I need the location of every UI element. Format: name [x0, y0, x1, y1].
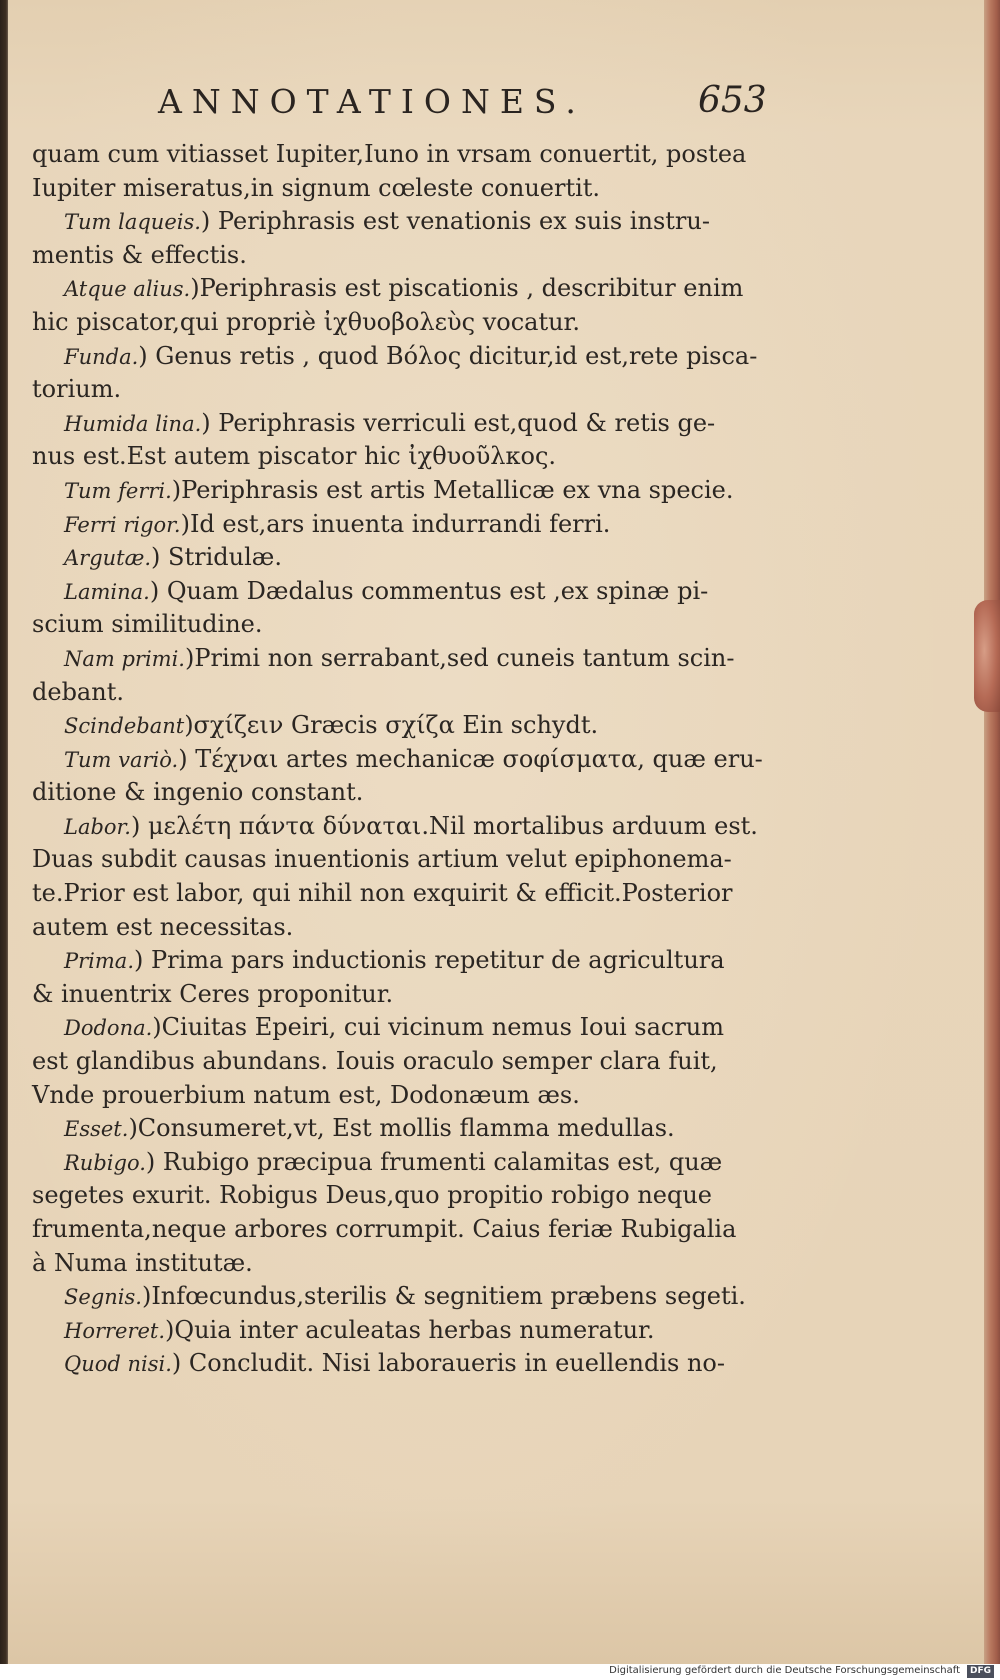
line-text: ) Periphrasis est venationis ex suis instru- [200, 207, 710, 236]
line-text: frumenta,neque arbores corrumpit. Caius feriæ Rubigalia [32, 1215, 737, 1243]
text-line [32, 407, 794, 441]
text-line [32, 172, 794, 206]
lemma: Prima. [64, 949, 134, 974]
running-head: ANNOTATIONES. [158, 82, 586, 121]
line-text: Duas subdit causas inuentionis artium velut epiphonema- [32, 845, 732, 874]
lemma: Tum ferri. [64, 478, 172, 503]
text-line [32, 676, 794, 710]
line-text: )σχίζειν Græcis σχίζα Ein schydt. [184, 711, 599, 740]
line-text: scium similitudine. [32, 610, 263, 639]
lemma: Humida lina. [64, 411, 202, 436]
text-line [32, 272, 794, 306]
line-text: ) μελέτη πάντα δύναται.Nil mortalibus arduum est. [130, 811, 758, 840]
line-text: te.Prior est labor, qui nihil non exquirit & efficit.Posterior [32, 879, 733, 908]
text-line [32, 1247, 794, 1281]
line-text: ) Prima pars inductionis repetitur de agricultura [134, 946, 725, 975]
text-line [32, 1146, 794, 1180]
line-text: ) Periphrasis verriculi est,quod & retis ge- [201, 408, 716, 437]
text-line [32, 911, 794, 945]
line-text: Vnde prouerbium natum est, Dodonæum æs. [32, 1080, 580, 1109]
footer-credit: Digitalisierung gefördert durch die Deutsche Forschungsgemeinschaft [609, 1665, 960, 1676]
line-text: ) Τέχναι artes mechanicæ σοφίσματα, quæ eru- [178, 744, 763, 773]
line-text: quam cum vitiasset Iupiter,Iuno in vrsam conuertit, postea [32, 140, 747, 168]
line-text: ) Concludit. Nisi laboraueris in euellendis no- [171, 1349, 725, 1378]
text-line [32, 776, 794, 810]
text-line [32, 575, 794, 609]
text-line [32, 1280, 794, 1314]
line-text: )Ciuitas Epeiri, cui vicinum nemus Ioui sacrum [152, 1013, 725, 1042]
line-text: )Consumeret,vt, Est mollis flamma medullas. [128, 1114, 675, 1143]
lemma: Horreret. [64, 1318, 166, 1343]
lemma: Dodona. [64, 1016, 153, 1041]
text-line [32, 1011, 794, 1045]
text-line [32, 877, 794, 911]
line-text: Iupiter miseratus,in signum cœleste conuertit. [32, 173, 601, 202]
text-line [32, 1213, 794, 1247]
text-line [32, 1314, 794, 1348]
book-clasp [974, 600, 1000, 712]
text-line [32, 709, 794, 743]
text-line [32, 608, 794, 642]
line-text: )Quia inter aculeatas herbas numeratur. [165, 1315, 655, 1344]
fore-edge [984, 0, 1000, 1664]
text-line [32, 743, 794, 777]
lemma: Argutæ. [64, 546, 152, 571]
line-text: )Id est,ars inuenta indurrandi ferri. [180, 509, 611, 538]
text-line [32, 205, 794, 239]
text-line [32, 810, 794, 844]
line-text: ) Genus retis , quod Βόλος dicitur,id est,rete pisca- [138, 341, 758, 370]
text-line [32, 474, 794, 508]
lemma: Ferri rigor. [64, 512, 181, 537]
text-line [32, 306, 794, 340]
lemma: Atque alius. [64, 277, 191, 302]
lemma: Tum variò. [64, 747, 179, 772]
text-line [32, 340, 794, 374]
line-text: ) Rubigo præcipua frumenti calamitas est, quæ [145, 1147, 723, 1176]
lemma: Nam primi. [64, 646, 185, 671]
line-text: ) Stridulæ. [151, 543, 282, 572]
lemma: Lamina. [64, 579, 150, 604]
text-line [32, 440, 794, 474]
line-text: ditione & ingenio constant. [32, 778, 364, 807]
line-text: mentis & effectis. [32, 240, 247, 269]
text-block [32, 138, 794, 1381]
book-page [8, 0, 988, 1664]
text-line [32, 1112, 794, 1146]
line-text: )Periphrasis est piscationis , describitur enim [190, 274, 744, 303]
lemma: Rubigo. [64, 1150, 146, 1175]
line-text: torium. [32, 375, 122, 404]
lemma: Funda. [64, 344, 139, 369]
line-text: autem est necessitas. [32, 912, 294, 941]
dfg-logo: DFG [967, 1665, 994, 1678]
text-line [32, 508, 794, 542]
lemma: Quod nisi. [64, 1352, 172, 1377]
text-line [32, 1179, 794, 1213]
lemma: Esset. [64, 1117, 129, 1142]
text-line [32, 138, 794, 172]
line-text: )Infœcundus,sterilis & segnitiem præbens segeti. [141, 1282, 746, 1311]
line-text: debant. [32, 677, 124, 706]
line-text: à Numa institutæ. [32, 1248, 253, 1277]
text-line [32, 978, 794, 1012]
line-text: hic piscator,qui propriè ἰχθυοβολεὺς vocatur. [32, 307, 581, 336]
lemma: Tum laqueis. [64, 210, 201, 235]
line-text: nus est.Est autem piscator hic ἰχθυοῦλκος. [32, 442, 557, 471]
text-line [32, 239, 794, 273]
text-line [32, 944, 794, 978]
lemma: Labor. [64, 814, 131, 839]
line-text: )Primi non serrabant,sed cuneis tantum scin- [185, 643, 735, 672]
text-line [32, 642, 794, 676]
text-line [32, 1045, 794, 1079]
line-text: est glandibus abundans. Iouis oraculo semper clara fuit, [32, 1047, 718, 1076]
text-line [32, 373, 794, 407]
line-text: )Periphrasis est artis Metallicæ ex vna specie. [171, 475, 734, 504]
text-line [32, 1347, 794, 1381]
text-line [32, 1079, 794, 1113]
text-line [32, 843, 794, 877]
text-line [32, 541, 794, 575]
line-text: ) Quam Dædalus commentus est ,ex spinæ pi- [149, 576, 709, 605]
line-text: segetes exurit. Robigus Deus,quo propitio robigo neque [32, 1181, 713, 1210]
page-number: 653 [698, 80, 767, 121]
lemma: Segnis. [64, 1285, 142, 1310]
lemma: Scindebant [64, 714, 185, 739]
line-text: & inuentrix Ceres proponitur. [32, 979, 394, 1008]
